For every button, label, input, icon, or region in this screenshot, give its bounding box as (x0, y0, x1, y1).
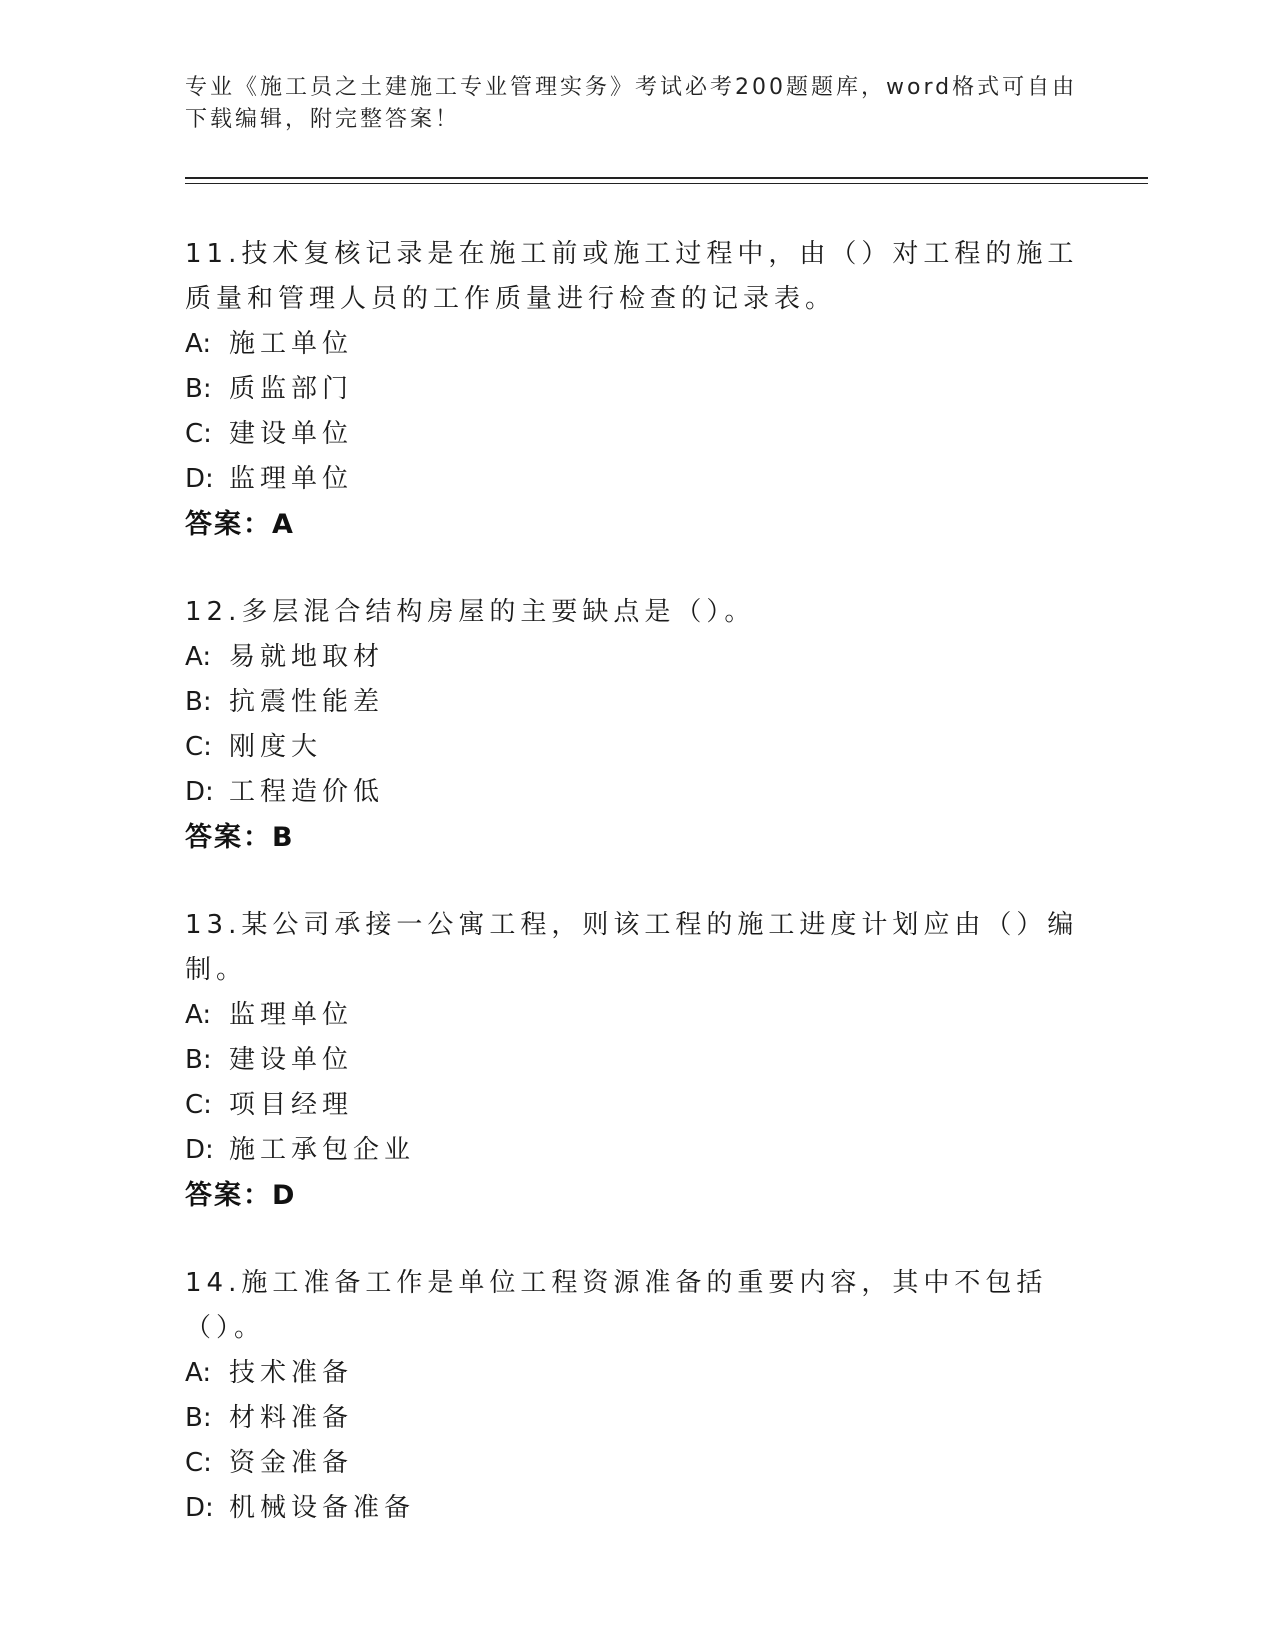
option-c (185, 725, 1105, 770)
option-b (185, 1396, 1105, 1441)
answer-line: 答案：A (185, 509, 295, 540)
question-text: 12.多层混合结构房屋的主要缺点是（）。 (185, 597, 756, 627)
option-label: C: (185, 1090, 212, 1120)
option-text: 机械设备准备 (229, 1493, 416, 1523)
option-label: D: (185, 777, 214, 807)
option-a (185, 993, 1105, 1038)
option-text: 项目经理 (229, 1090, 354, 1120)
option-d (185, 1128, 1105, 1173)
question-list (185, 232, 1105, 1574)
option-label: C: (185, 419, 212, 449)
header-divider-thin (185, 183, 1148, 184)
question-text: 13.某公司承接一公寓工程，则该工程的施工进度计划应由（）编制。 (185, 910, 1079, 985)
question-text: 11.技术复核记录是在施工前或施工过程中，由（）对工程的施工质量和管理人员的工作质量进行检查的记录表。 (185, 239, 1079, 314)
option-text: 抗震性能差 (229, 687, 385, 717)
option-text: 易就地取材 (229, 642, 385, 672)
question-12 (185, 590, 1105, 860)
answer-line: 答案：D (185, 1180, 297, 1211)
option-label: B: (185, 1403, 212, 1433)
option-text: 工程造价低 (229, 777, 385, 807)
option-label: D: (185, 1493, 214, 1523)
option-text: 建设单位 (229, 1045, 354, 1075)
question-11 (185, 232, 1105, 547)
option-label: A: (185, 329, 212, 359)
option-label: A: (185, 1000, 212, 1030)
question-13 (185, 903, 1105, 1218)
option-text: 资金准备 (229, 1448, 354, 1478)
option-label: D: (185, 1135, 214, 1165)
header-divider-thick (185, 177, 1148, 179)
option-text: 质监部门 (229, 374, 354, 404)
option-a (185, 635, 1105, 680)
option-c (185, 1083, 1105, 1128)
option-c (185, 412, 1105, 457)
question-text: 14.施工准备工作是单位工程资源准备的重要内容，其中不包括（）。 (185, 1268, 1048, 1343)
option-b (185, 680, 1105, 725)
option-label: C: (185, 1448, 212, 1478)
option-label: D: (185, 464, 214, 494)
option-label: B: (185, 374, 212, 404)
option-c (185, 1441, 1105, 1486)
question-14 (185, 1261, 1105, 1531)
option-label: C: (185, 732, 212, 762)
option-label: B: (185, 687, 212, 717)
option-d (185, 457, 1105, 502)
option-label: A: (185, 642, 212, 672)
option-b (185, 367, 1105, 412)
option-d (185, 1486, 1105, 1531)
option-d (185, 770, 1105, 815)
option-label: A: (185, 1358, 212, 1388)
option-text: 监理单位 (229, 464, 354, 494)
option-text: 建设单位 (229, 419, 354, 449)
option-text: 施工承包企业 (229, 1135, 416, 1165)
option-text: 材料准备 (229, 1403, 354, 1433)
option-a (185, 1351, 1105, 1396)
option-b (185, 1038, 1105, 1083)
document-intro: 专业《施工员之土建施工专业管理实务》考试必考200题题库，word格式可自由下载编辑，附完整答案！ (185, 75, 1078, 132)
option-a (185, 322, 1105, 367)
option-text: 刚度大 (229, 732, 323, 762)
option-text: 技术准备 (229, 1358, 354, 1388)
option-label: B: (185, 1045, 212, 1075)
option-text: 施工单位 (229, 329, 354, 359)
option-text: 监理单位 (229, 1000, 354, 1030)
answer-line: 答案：B (185, 822, 295, 853)
